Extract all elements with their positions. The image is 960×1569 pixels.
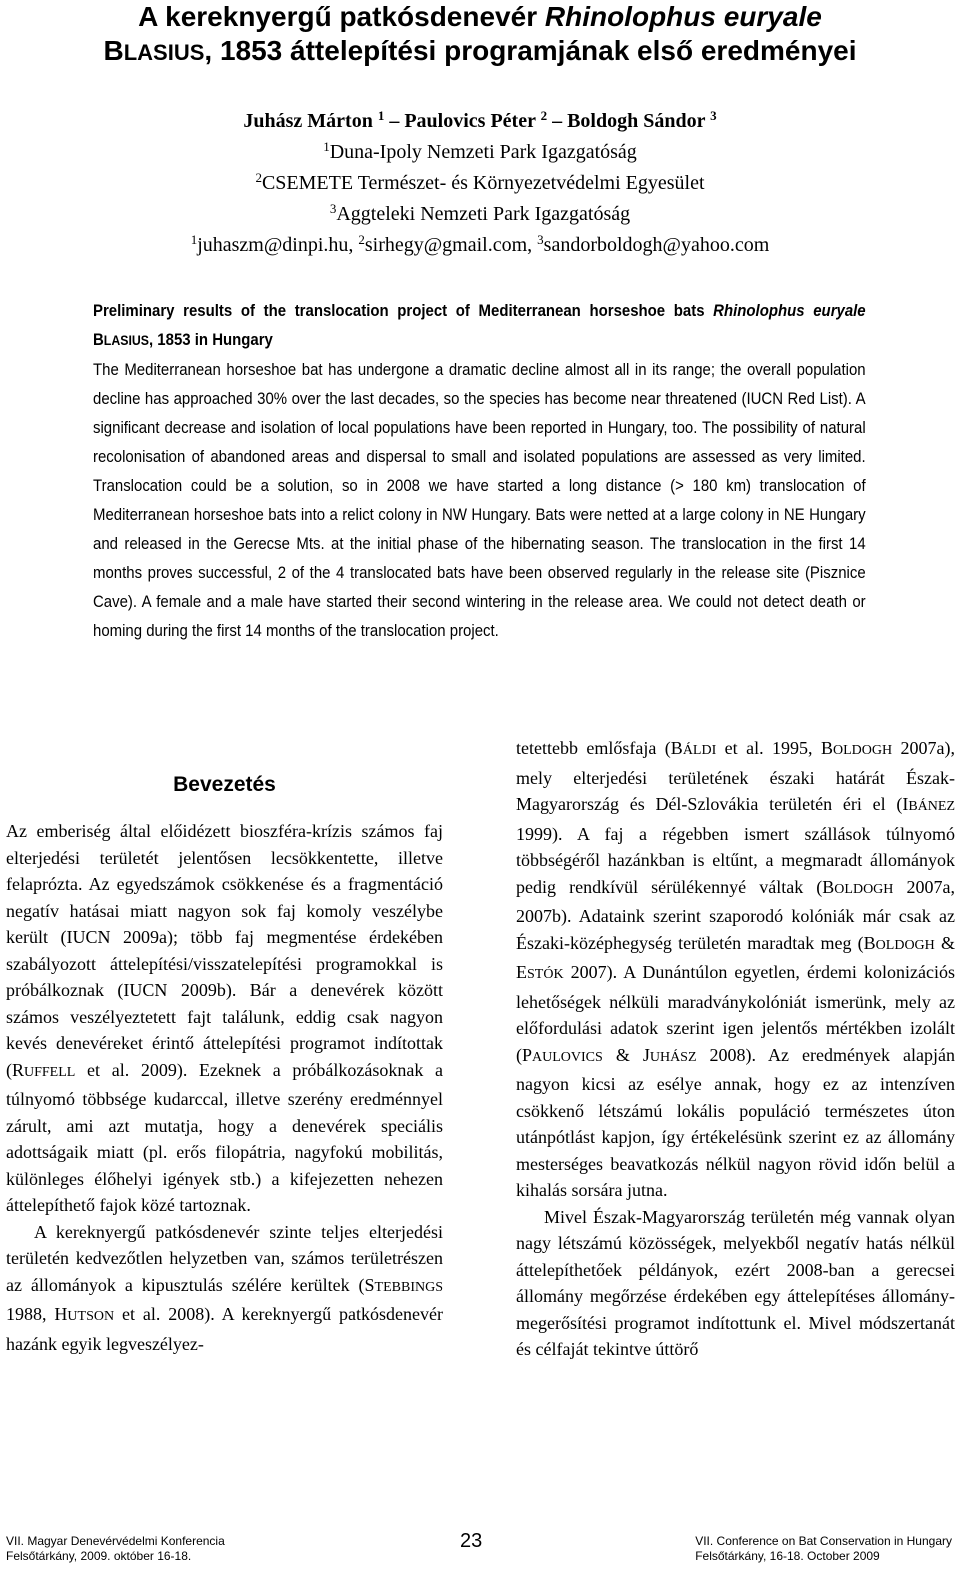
author-block — [0, 106, 960, 261]
title-line-1: A kereknyergű patkósdenevér Rhinolophus euryale — [138, 1, 822, 32]
paragraph-1: Az emberiség által előidézett bioszféra-krízis számos faj elterjedési területét jelentősen lecsökkentette, illetve felaprózta. Az egyedszámok csökkenése és a fragmentáció negatív hatásai miatt nagyon sok faj komoly veszélybe került (IUCN 2009a); több faj megmentése érdekében szabályozott áttelepítési/visszatelepítési programokkal is próbálkoznak (IUCN 2009b). Bár a denevérek között számos veszélyeztetett fajt találunk, eddig csak nagyon kevés denevéreket érintő áttelepítési programot indítottak (RUFFELL et al. 2009). Ezeknek a próbálkozásoknak a túlnyomó többsége kudarccal, illetve szerény eredménnyel zárult, ami azt mutatja, hogy a denevérek speciális adottságaik miatt (pl. erős filopátria, nagyfokú mobilitás, különleges élőhelyi igények stb.) a kifejezetten nehezen áttelepíthető fajok közé tartoznak. — [6, 821, 443, 1215]
page-number: 23 — [460, 1530, 483, 1552]
affiliation-3: $^3$Aggteleki Nemzeti Park Igazgatóság — [329, 201, 631, 225]
left-column — [6, 770, 443, 1357]
section-heading-bevezetes: Bevezetés — [173, 773, 276, 796]
author-names: Juhász Márton $^1$ – Paulovics Péter $^2$ – Boldogh Sándor $^3$ — [243, 108, 717, 132]
affiliation-1: $^1$Duna-Ipoly Nemzeti Park Igazgatóság — [323, 139, 637, 163]
email-line: $^1$juhaszm@dinpi.hu, $^2$sirhegy@gmail.com, $^3$sandorboldogh@yahoo.com — [190, 232, 770, 256]
title-line-2: BLASIUS, 1853 áttelepítési programjának első eredményei — [103, 35, 857, 66]
right-column — [516, 735, 955, 1363]
abstract-title: Preliminary results of the translocation project of Mediterranean horseshoe bats Rhinolophus euryale BLASIUS, 1853 in Hungary — [93, 301, 866, 349]
paper-title — [0, 0, 960, 70]
species-name: Rhinolophus euryale — [544, 1, 822, 32]
page-footer — [0, 1528, 960, 1568]
abstract-body: The Mediterranean horseshoe bat has undergone a dramatic decline almost all in its range; the overall population decline has approached 30% over the last decades, so the species has become near threatened (IUCN Red List). A significant decrease and isolation of local populations have been reported in Hungary, too. The possibility of natural recolonisation of abandoned areas and dispersal to small and isolated populations are assessed as very limited. Translocation could be a solution, so in 2008 we have started a long distance (> 180 km) translocation of Mediterranean horseshoe bats into a relict colony in NW Hungary. Bats were netted at a large colony in NE Hungary and released in the Gerecse Mts. at the initial phase of the hibernating season. The translocation in the first 14 months proves successful, 2 of the 4 translocated bats have been observed regularly in the release site (Pisznice Cave). A female and a male have started their second wintering in the release area. We could not detect death or homing during the first 14 months of the translocation project. — [93, 360, 866, 640]
affiliation-2: $^2$CSEMETE Természet- és Környezetvédelmi Egyesület — [255, 170, 705, 194]
footer-left: VII. Magyar Denevérvédelmi Konferencia Felsőtárkány, 2009. október 16-18. — [6, 1534, 225, 1563]
english-abstract — [93, 296, 866, 645]
footer-right: VII. Conference on Bat Conservation in Hungary Felsőtárkány, 16-18. October 2009 — [695, 1534, 952, 1563]
paragraph-4: Mivel Észak-Magyarország területén még vannak olyan nagy létszámú közösségek, melyekből negatív hatás nélkül áttelepíthetőek példányok, ezért 2008-ban a gerecsei állomány megőrzése érdekében egy áttelepítéses állomány-megerősítési programot indítottunk el. Mivel módszertanát és célfaját tekintve úttörő — [516, 1206, 955, 1359]
paragraph-3: tetettebb emlősfaja (BÁLDI et al. 1995, BOLDOGH 2007a), mely elterjedési területének északi határát Észak-Magyarország és Dél-Szlovákia területén éri el (IBÁNEZ 1999). A faj a régebben ismert szállások túlnyomó többségéről hazánkban is eltűnt, a megmaradt állományok pedig rendkívül sérülékennyé váltak (BOLDOGH 2007a, 2007b). Adataink szerint szaporodó kolóniák már csak az Északi-középhegység területén maradtak meg (BOLDOGH & ESTÓK 2007). A Dunántúlon egyetlen, érdemi kolonizációs lehetőségek nélküli maradványkolóniát ismerünk, mely az előfordulási adatok szerint igen jelentős mértékben izolált (PAULOVICS & JUHÁSZ 2008). Az eredmények alapján nagyon kicsi az esélye annak, hogy ez az intenzíven csökkenő létszámú lokális populáció természetes úton utánpótlást kapjon, így értékelésünk szerint ez az állomány mesterséges beavatkozás nélkül nagyon rövid időn belül a kihalás sorsára jutna. — [516, 738, 955, 1200]
paragraph-2: A kereknyergű patkósdenevér szinte teljes elterjedési területén kedvezőtlen helyzetben van, számos területrészen az állományok a kipusztulás szélére kerültek (STEBBINGS 1988, HUTSON et al. 2008). A kereknyergű patkósdenevér hazánk egyik legveszélyez- — [6, 1221, 444, 1354]
